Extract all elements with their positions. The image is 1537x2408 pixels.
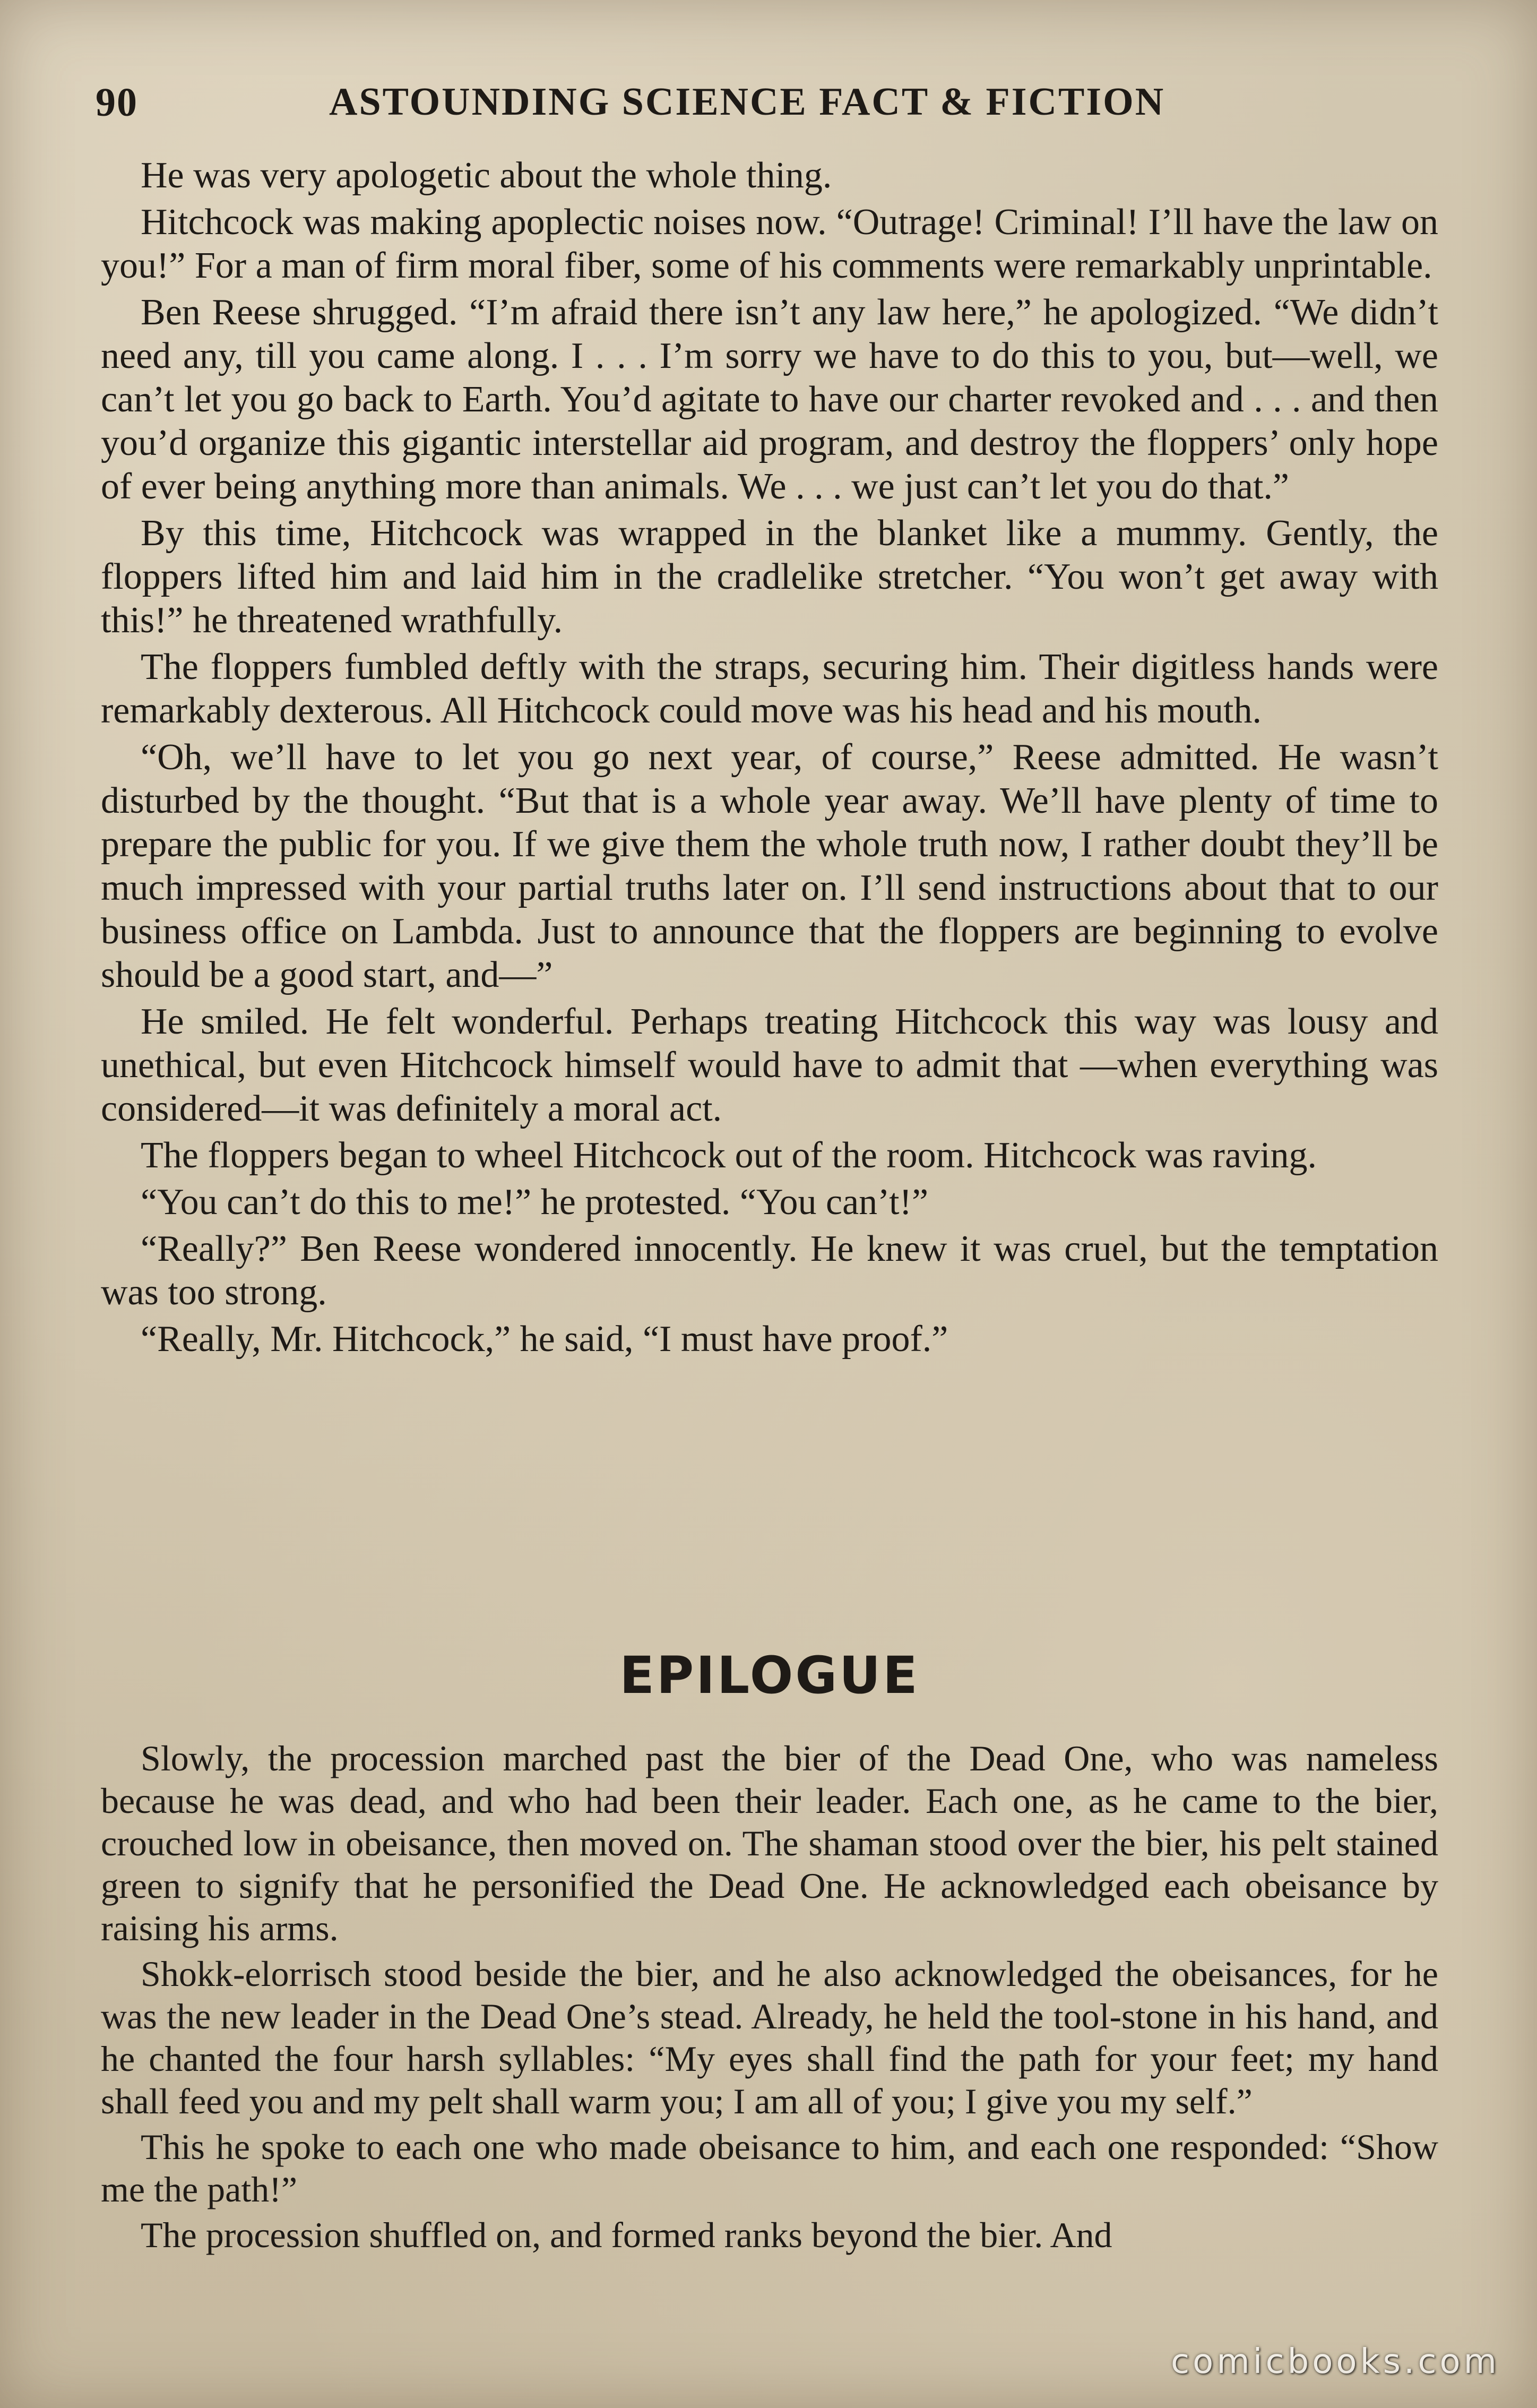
paragraph: He smiled. He felt wonderful. Perhaps treating Hitchcock this way was lousy and unethical, but even Hitchcock himself would have to admit that —when everything was considered—it was definitely a moral act. [101, 1001, 1438, 1129]
paragraph: The floppers began to wheel Hitchcock out of the room. Hitchcock was raving. [141, 1135, 1317, 1176]
paragraph: Slowly, the procession marched past the bier of the Dead One, who was nameless because he was dead, and who had been their leader. Each one, as he came to the bier, crouched low in obeisance, then moved on. The shaman stood over the bier, his pelt stained green to signify that he personified the Dead One. He acknowledged each obeisance by raising his arms. [101, 1738, 1438, 1948]
paragraph: “Really, Mr. Hitchcock,” he said, “I must have proof.” [141, 1319, 948, 1360]
paragraph: The procession shuffled on, and formed ranks beyond the bier. And [141, 2215, 1112, 2255]
watermark: comicbooks.com [1170, 2342, 1500, 2381]
page-number: 90 [96, 80, 138, 125]
paragraph: By this time, Hitchcock was wrapped in the blanket like a mummy. Gently, the floppers lifted him and laid him in the cradlelike stretcher. “You won’t get away with this!” he threatened wrathfully. [101, 513, 1438, 641]
paragraph: The floppers fumbled deftly with the straps, securing him. Their digitless hands were remarkably dexterous. All Hitchcock could move was his head and his mouth. [101, 647, 1438, 731]
running-head: ASTOUNDING SCIENCE FACT & FICTION [329, 80, 1165, 124]
paragraph: Hitchcock was making apoplectic noises now. “Outrage! Criminal! I’ll have the law on you!” For a man of firm moral fiber, some of his comments were remarkably unprintable. [101, 202, 1438, 286]
paragraph: He was very apologetic about the whole thing. [141, 155, 832, 196]
page-header [96, 80, 1454, 138]
paragraph: “Really?” Ben Reese wondered innocently. He knew it was cruel, but the temptation was too strong. [101, 1228, 1438, 1313]
paragraph: “Oh, we’ll have to let you go next year, of course,” Reese admitted. He wasn’t disturbed by the thought. “But that is a whole year away. We’ll have plenty of time to prepare the public for you. If we give them the whole truth now, I rather doubt they’ll be much impressed with your partial truths later on. I’ll send instructions about that to our business office on Lambda. Just to announce that the floppers are beginning to evolve should be a good start, and—” [101, 737, 1438, 995]
section-title: EPILOGUE [619, 1646, 920, 1705]
paragraph: “You can’t do this to me!” he protested. “You can’t!” [141, 1182, 929, 1223]
paragraph: Ben Reese shrugged. “I’m afraid there isn’t any law here,” he apologized. “We didn’t need any, till you came along. I . . . I’m sorry we have to do this to you, but—well, we can’t let you go back to Earth. You’d agitate to have our charter revoked and . . . and then you’d organize this gigantic interstellar aid program, and destroy the floppers’ only hope of ever being anything more than animals. We . . . we just can’t let you do that.” [101, 292, 1438, 507]
story-text [101, 154, 1438, 1364]
paragraph: Shokk-elorrisch stood beside the bier, and he also acknowledged the obeisances, for he was the new leader in the Dead One’s stead. Already, he held the tool-stone in his hand, and he chanted the four harsh syllables: “My eyes shall find the path for your feet; my hand shall feed you and my pelt shall warm you; I am all of you; I give you my self.” [101, 1954, 1438, 2121]
paragraph: This he spoke to each one who made obeisance to him, and each one responded: “Show me the path!” [101, 2127, 1438, 2209]
epilogue-section [101, 1646, 1438, 2259]
